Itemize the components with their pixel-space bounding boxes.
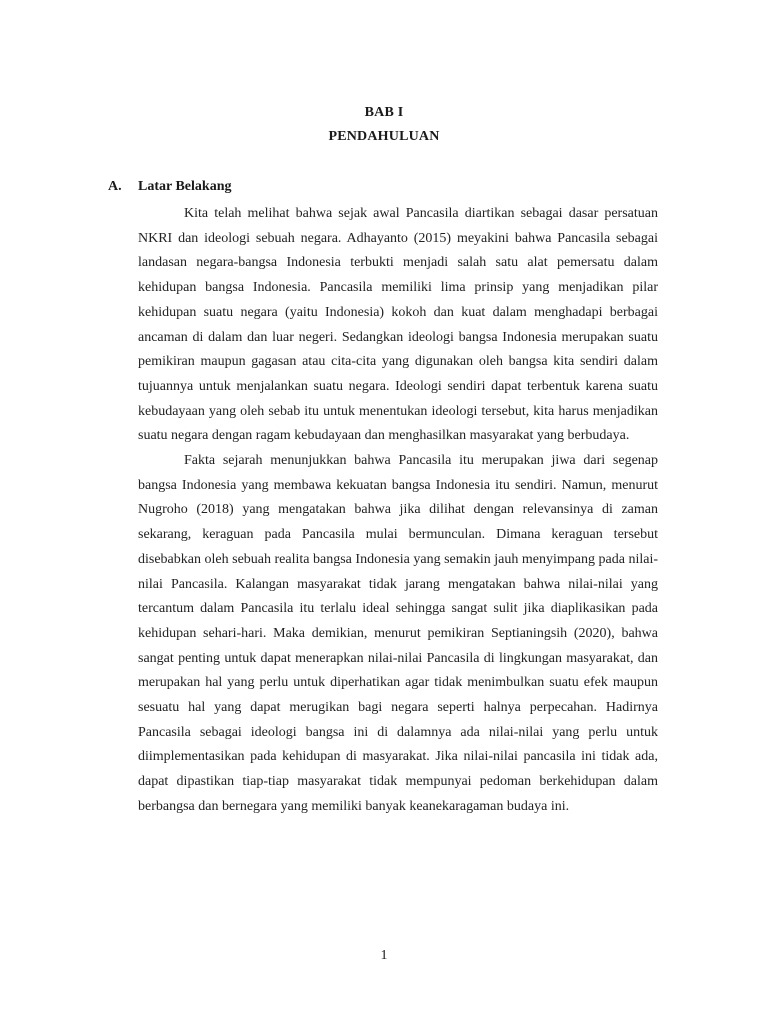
paragraph-1: Kita telah melihat bahwa sejak awal Pancasila diartikan sebagai dasar persatuan NKRI dan ideologi sebuah negara. Adhayanto (2015) meyakini bahwa Pancasila sebagai landasan negara-bangsa Indonesia terbukti menjadi salah satu alat pemersatu dalam kehidupan bangsa Indonesia. Pancasila memiliki lima prinsip yang menjadikan pilar kehidupan suatu negara (yaitu Indonesia) kokoh dan kuat dalam menghadapi berbagai ancaman di dalam dan luar negeri. Sedangkan ideologi bangsa Indonesia merupakan suatu pemikiran maupun gagasan atau cita-cita yang digunakan oleh bangsa kita sendiri dalam tujuannya untuk menjalankan suatu negara. Ideologi sendiri dapat terbentuk karena suatu kebudayaan yang oleh sebab itu untuk menentukan ideologi tersebut, kita harus menjadikan suatu negara dengan ragam kebudayaan dan menghasilkan masyarakat yang berbudaya. bbox=[138, 206, 658, 444]
chapter-number: BAB I bbox=[364, 105, 404, 120]
chapter-title: PENDAHULUAN bbox=[328, 129, 440, 144]
body-text bbox=[138, 202, 658, 820]
paragraph-2: Fakta sejarah menunjukkan bahwa Pancasila itu merupakan jiwa dari segenap bangsa Indonesia yang membawa kekuatan bangsa Indonesia itu sendiri. Namun, menurut Nugroho (2018) yang mengatakan bahwa jika dilihat dengan relevansinya di zaman sekarang, keraguan pada Pancasila mulai bermunculan. Dimana keraguan tersebut disebabkan oleh sebuah realita bangsa Indonesia yang semakin jauh menyimpang pada nilai-nilai Pancasila. Kalangan masyarakat tidak jarang mengatakan bahwa nilai-nilai yang tercantum dalam Pancasila itu terlalu ideal sehingga sangat sulit jika diaplikasikan pada kehidupan sehari-hari. Maka demikian, menurut pemikiran Septianingsih (2020), bahwa sangat penting untuk dapat menerapkan nilai-nilai Pancasila di lingkungan masyarakat, dan merupakan hal yang perlu untuk diperhatikan agar tidak menimbulkan suatu efek maupun sesuatu hal yang dapat merugikan bagi negara seperti halnya perpecahan. Hadirnya Pancasila sebagai ideologi bangsa ini di dalamnya ada nilai-nilai yang perlu untuk diimplementasikan pada kehidupan di masyarakat. Jika nilai-nilai pancasila ini tidak ada, dapat dipastikan tiap-tiap masyarakat tidak mempunyai pedoman berkehidupan dalam berbangsa dan bernegara yang memiliki banyak keanekaragaman budaya ini. bbox=[138, 453, 658, 814]
section-title: Latar Belakang bbox=[138, 179, 232, 194]
section-heading bbox=[108, 179, 231, 195]
page-number: 1 bbox=[380, 948, 388, 963]
section-letter: A. bbox=[108, 179, 122, 194]
